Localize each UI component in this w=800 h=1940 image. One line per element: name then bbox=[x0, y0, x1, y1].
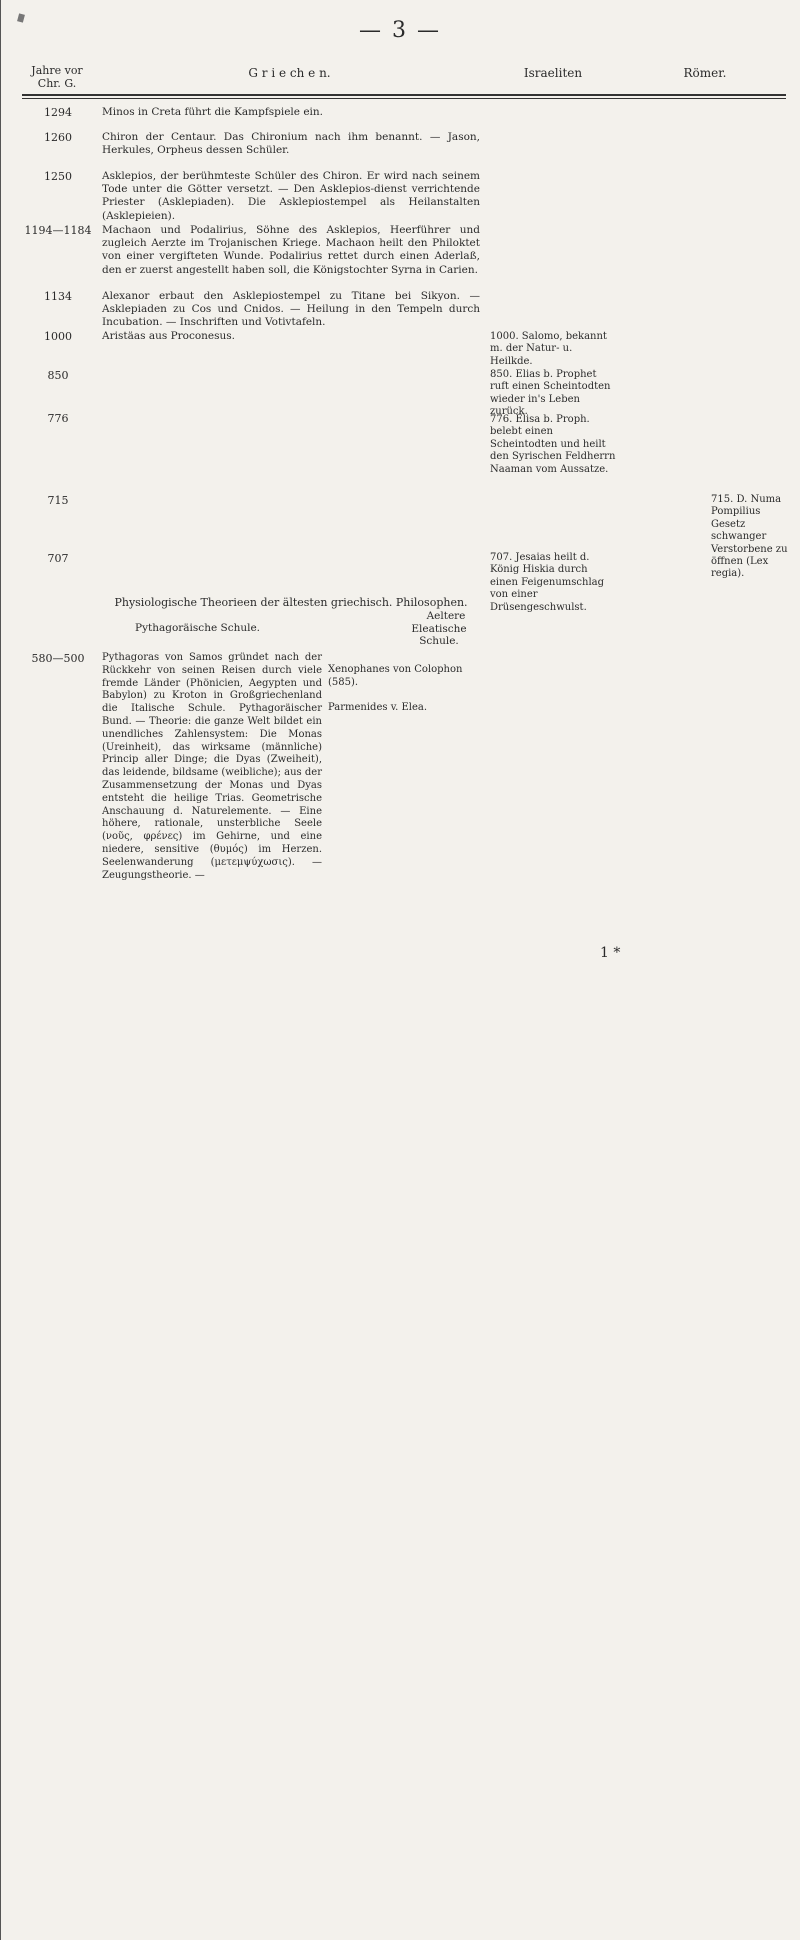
header-rule-thin bbox=[22, 98, 786, 99]
header-romans: Römer. bbox=[683, 66, 727, 80]
year-label: 580—500 bbox=[31, 652, 85, 665]
year-label: 707 bbox=[47, 552, 69, 565]
israelite-entry: 850. Elias b. Prophet ruft einen Scheintodten wieder in's Leben zurück. bbox=[490, 369, 611, 418]
philosophy-title: Physiologische Theorieen der ältesten griechisch. Philosophen. bbox=[114, 596, 468, 609]
page-mark-decoration bbox=[17, 13, 25, 22]
israelite-entry: 707. Jesaias heilt d. König Hiskia durch einen Feigenumschlag von einer Drüsengeschwulst. bbox=[490, 552, 605, 613]
year-label: 1260 bbox=[44, 131, 72, 144]
greek-entry: Alexanor erbaut den Asklepiostempel zu Titane bei Sikyon. — Asklepiaden zu Cos und Cnidos. — Heilung in den Tempeln durch Incubation. — Inschriften und Votivtafeln. bbox=[102, 290, 480, 329]
year-label: 850 bbox=[47, 369, 69, 382]
eleatic-school-qualifier: Aeltere bbox=[426, 610, 466, 622]
page-number: — 3 — bbox=[359, 18, 441, 43]
header-greeks: G r i e ch e n. bbox=[248, 66, 331, 80]
parmenides-entry: Parmenides v. Elea. bbox=[328, 702, 428, 713]
greek-entry: Asklepios, der berühmteste Schüler des Chiron. Er wird nach seinem Tode unter die Götter versetzt. — Den Asklepios-dienst verrichtende Priester (Asklepiaden). Die Asklepiostempel als Heilanstalten (Asklepieien). bbox=[102, 170, 480, 222]
greek-entry: Minos in Creta führt die Kampfspiele ein. bbox=[102, 106, 324, 118]
header-years: Jahre vor Chr. G. bbox=[31, 64, 83, 90]
year-label: 1000 bbox=[44, 330, 72, 343]
greek-entry: Chiron der Centaur. Das Chironium nach ihm benannt. — Jason, Herkules, Orpheus dessen Schüler. bbox=[102, 131, 480, 157]
year-label: 1250 bbox=[44, 170, 72, 183]
pythagorean-school-heading: Pythagoräische Schule. bbox=[135, 622, 261, 634]
year-label: 1294 bbox=[44, 106, 72, 119]
greek-entry: Machaon und Podalirius, Söhne des Asklepios, Heerführer und zugleich Aerzte im Trojanischen Kriege. Machaon heilt den Philoktet von einer vergifteten Wunde. Podalirius rettet durch einen Aderlaß, den er zuerst angestellt haben soll, die Königstochter Syrna in Carien. bbox=[102, 224, 480, 276]
header-israelites: Israeliten bbox=[523, 66, 583, 80]
eleatic-school-name: Eleatische Schule. bbox=[411, 623, 467, 647]
israelite-entry: 1000. Salomo, bekannt m. der Natur- u. Heilkde. bbox=[490, 331, 607, 367]
year-label: 715 bbox=[47, 494, 69, 507]
sheet-signature: 1 * bbox=[600, 945, 621, 961]
year-label: 776 bbox=[47, 412, 69, 425]
year-label: 1194—1184 bbox=[24, 224, 92, 237]
column-divider bbox=[0, 1796, 1, 1940]
eleatic-school-heading bbox=[398, 610, 480, 647]
year-label: 1134 bbox=[44, 290, 72, 303]
header-rule bbox=[22, 94, 786, 96]
xenophanes-entry: Xenophanes von Colophon (585). bbox=[328, 664, 463, 688]
column-divider bbox=[0, 898, 1, 1796]
greek-entry: Aristäas aus Proconesus. bbox=[102, 330, 236, 342]
pythagoras-entry: Pythagoras von Samos gründet nach der Rückkehr von seinen Reisen durch viele fremde Länder (Phönicien, Aegypten und Babylon) zu Kroton in Großgriechenland die Italische Schule. Pythagoräischer Bund. — Theorie: die ganze Welt bildet ein unendliches Zahlensystem: Die Monas (Ureinheit), das wirksame (männliche) Princip aller Dinge; die Dyas (Zweiheit), das leidende, bildsame (weibliche); aus der Zusammensetzung der Monas und Dyas entsteht die heilige Trias. Geometrische Anschauung d. Naturelemente. — Eine höhere, rationale, unsterbliche Seele (νοῦς, φρένες) im Gehirne, und eine niedere, sensitive (θυμός) im Herzen. Seelenwanderung (μετεμψύχωσις). — Zeugungstheorie. — bbox=[102, 652, 322, 881]
israelite-entry: 776. Elisa b. Proph. belebt einen Scheintodten und heilt den Syrischen Feldherrn Naaman vom Aussatze. bbox=[490, 414, 616, 475]
column-divider bbox=[0, 0, 1, 898]
roman-entry: 715. D. Numa Pompilius Gesetz schwanger Verstorbene zu öffnen (Lex regia). bbox=[711, 494, 788, 580]
